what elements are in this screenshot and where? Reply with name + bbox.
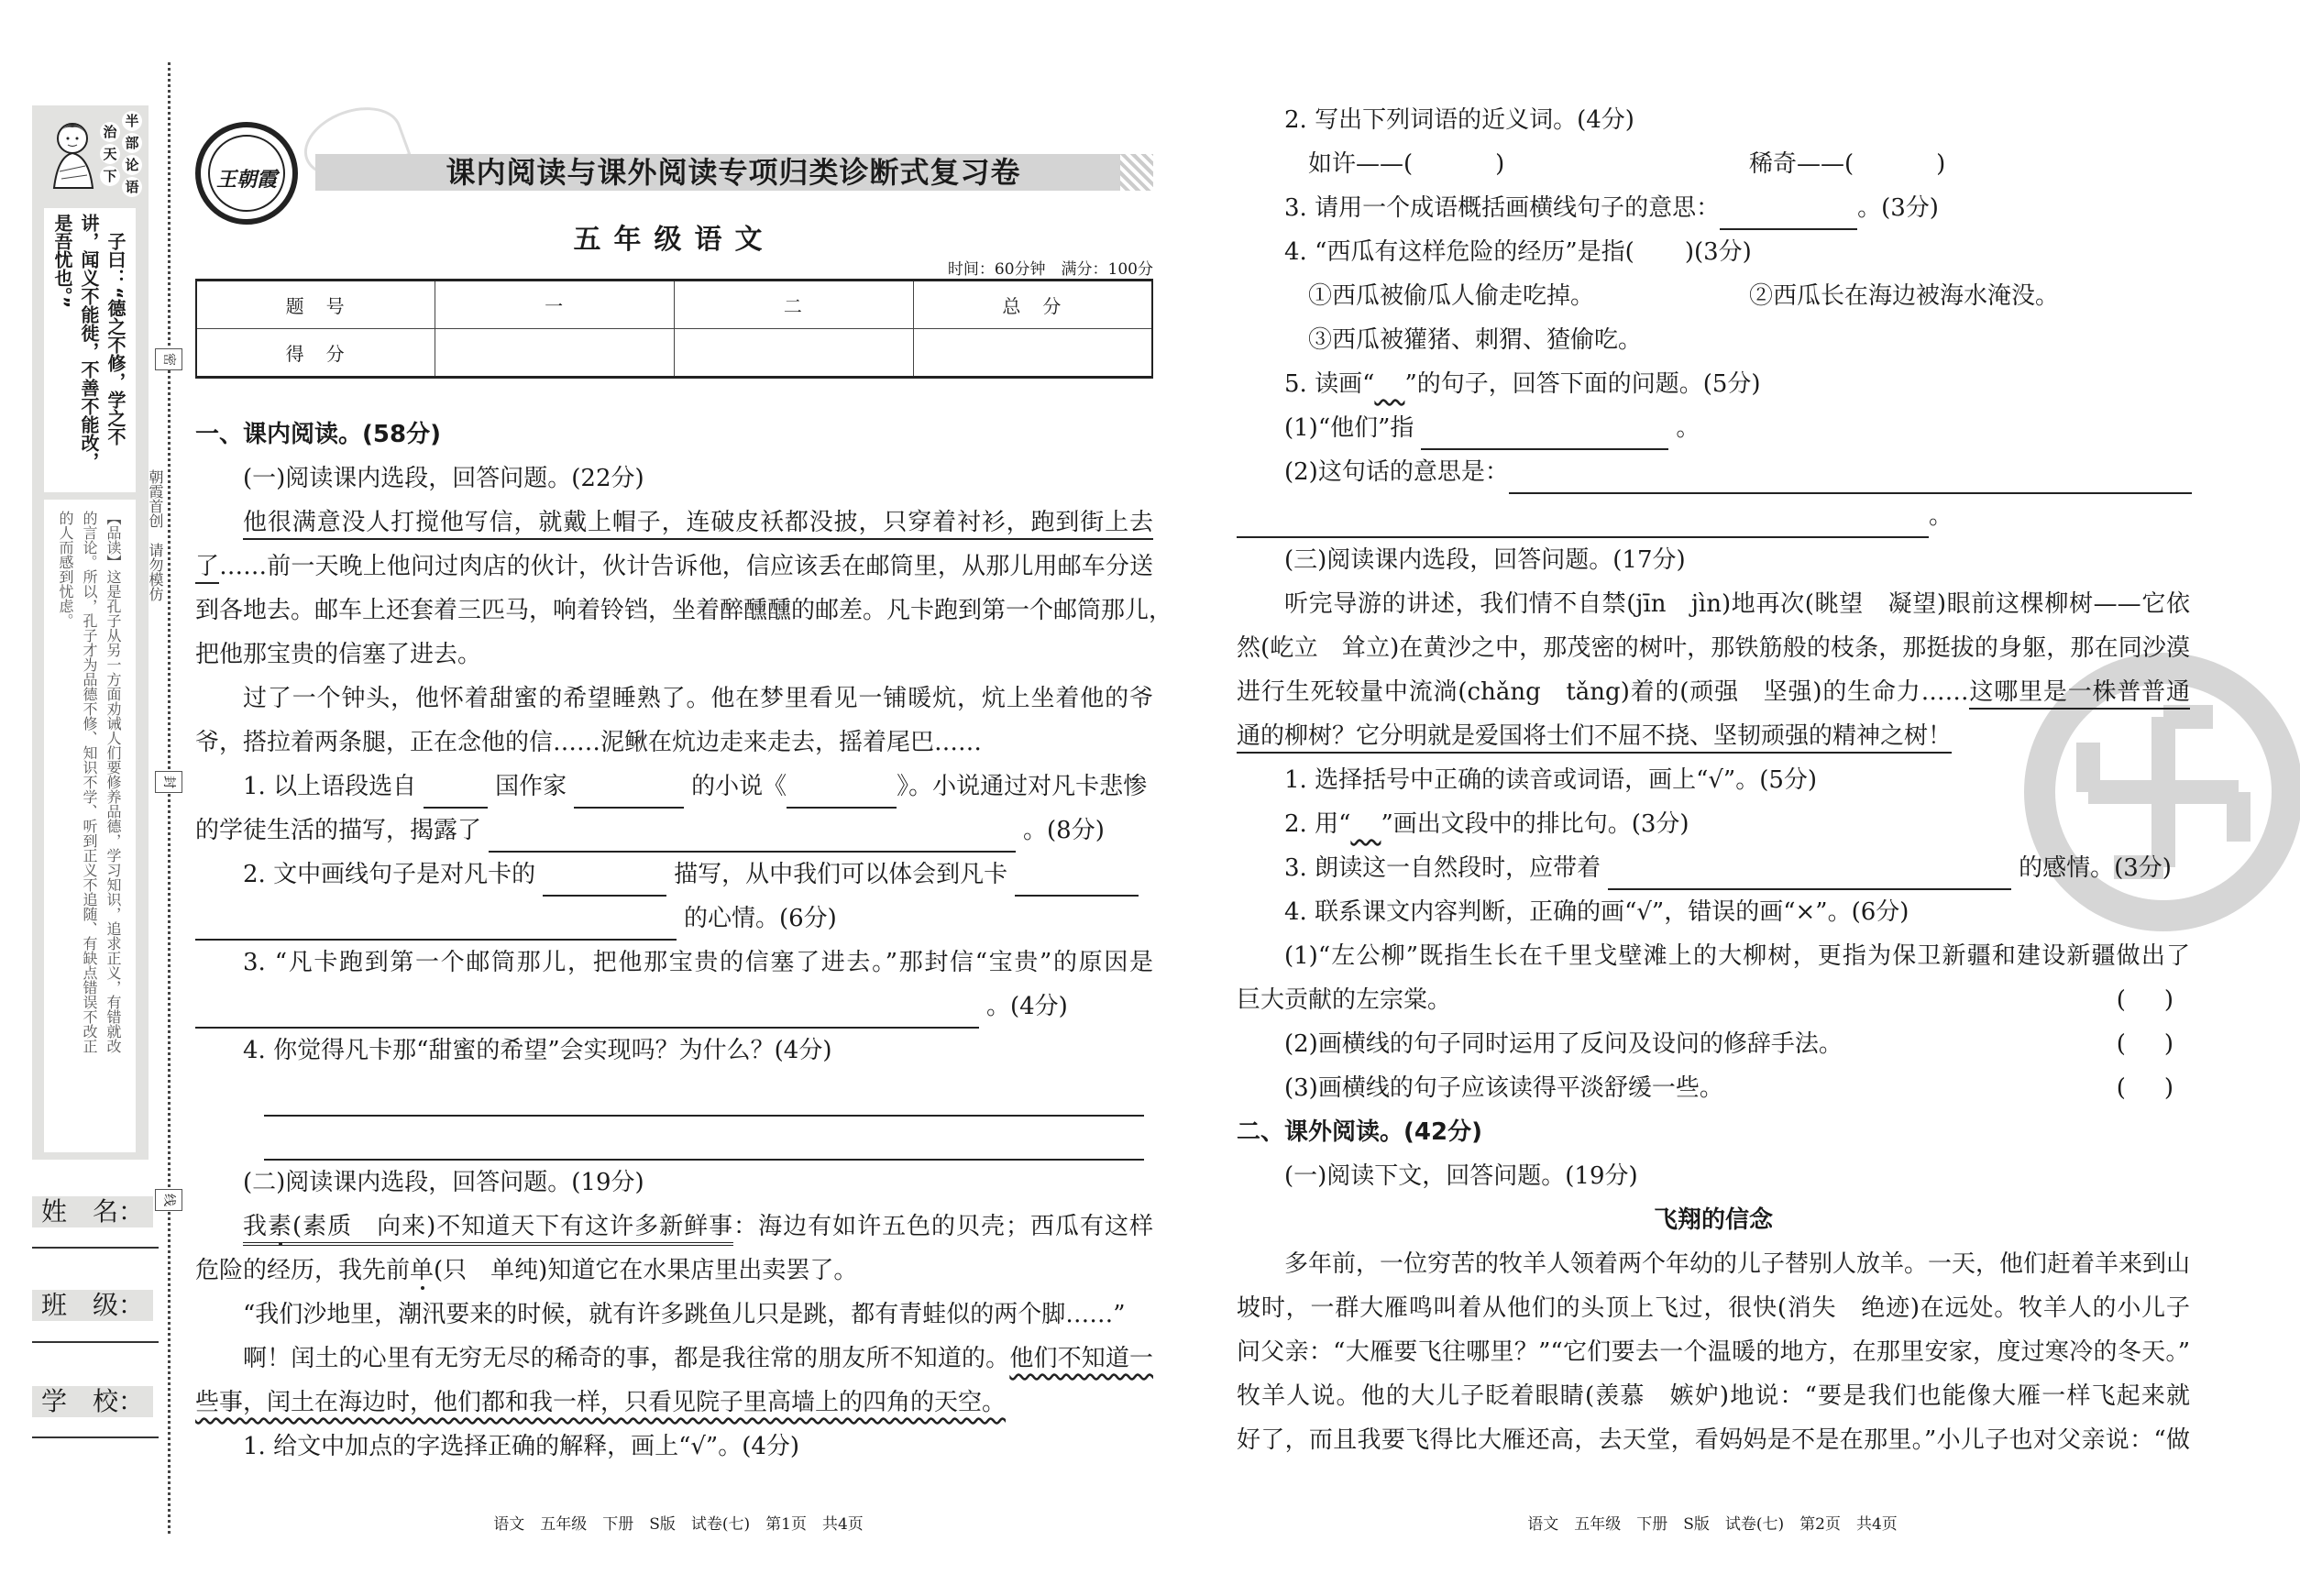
- answer-blank[interactable]: [1237, 509, 1929, 538]
- question-2: [195, 853, 1153, 897]
- confucius-cartoon-icon: [39, 111, 104, 193]
- passage-heading: (二)阅读课内选段，回答问题。(19分): [243, 1169, 644, 1196]
- logo-text: 王朝霞: [215, 168, 277, 192]
- passage-text: (素质 向来)不知道天下有这许多新鲜事: [292, 1213, 734, 1240]
- passage-heading: (三)阅读课内选段，回答问题。(17分): [1284, 546, 1686, 574]
- score-table-header: 题 号: [196, 281, 435, 329]
- time-score-info: 时间：60分钟 满分：100分: [947, 260, 1153, 279]
- question-3: [1237, 186, 2190, 230]
- answer-blank[interactable]: [1509, 465, 2192, 494]
- story-title: 飞翔的信念: [1653, 1206, 1773, 1234]
- answer-blank[interactable]: [543, 867, 666, 897]
- paren-close: ): [1495, 150, 1505, 178]
- motto-badges: [98, 111, 146, 198]
- options-row: [1237, 274, 2190, 318]
- question-1: 1. 选择括号中正确的读音或词语，画上“√”。(5分): [1284, 766, 1818, 794]
- passage-text: 啊！闰土的心里有无穷无尽的稀奇的事，都是我往常的朋友所不知道的。: [243, 1345, 1010, 1372]
- score-table-header: 总 分: [913, 281, 1152, 329]
- answer-blank[interactable]: [264, 1087, 1144, 1117]
- judgement-1-cont: [1237, 978, 2190, 1022]
- passage-line: [195, 1205, 1153, 1249]
- score-table-header: 一: [435, 281, 675, 329]
- underlined-sentence: 他很满意没人打搅他写信，就戴上帽子，连破皮袄都没披，只穿着衬衫，跑到街上去: [243, 509, 1153, 540]
- judgement-1: (1)“左公柳”既指生长在千里戈壁滩上的大柳树，更指为保卫新疆和建设新疆做出了: [1284, 942, 2190, 970]
- question-text: 3. 请用一个成语概括画横线句子的意思：: [1284, 194, 1721, 222]
- question-text: ”的句子，回答下面的问题。(5分): [1404, 370, 1761, 398]
- dotted-char: 素: [268, 1213, 292, 1240]
- question-text: ”画出文段中的排比句。(3分): [1381, 810, 1689, 838]
- synonym-word: 如许——(: [1308, 150, 1414, 178]
- question-text: 的学徒生活的描写，揭露了: [195, 817, 482, 844]
- underlined-sentence: [243, 1213, 733, 1246]
- question-text: 2. 文中画线句子是对凡卡的: [243, 861, 536, 888]
- commentary-box: [44, 500, 136, 1152]
- question-3: 3. “凡卡跑到第一个邮筒那儿，把他那宝贵的信塞了进去。”那封信“宝贵”的原因是: [243, 949, 1153, 976]
- school-label: [32, 1386, 159, 1417]
- question-1: 1. 给文中加点的字选择正确的解释，画上“√”。(4分): [243, 1433, 800, 1460]
- answer-line[interactable]: [195, 1117, 1153, 1161]
- passage-line: 听完导游的讲述，我们情不自禁(jīn jìn)地再次(眺望 凝望)眼前这棵柳树——它依: [1284, 590, 2190, 618]
- badge-char: 治: [100, 122, 120, 142]
- wavy-underlined-sentence: 他们不知道一: [1009, 1345, 1153, 1372]
- score-table-header: 二: [675, 281, 914, 329]
- commentary-text: [53, 511, 125, 1143]
- answer-blank[interactable]: [1608, 861, 2011, 890]
- question-1-cont: [195, 809, 1153, 853]
- question-text: 3. 朗读这一自然段时，应带着: [1284, 854, 1601, 882]
- question-2: [1237, 802, 2190, 846]
- question-3-cont: [195, 985, 1153, 1029]
- badge-char: 半: [122, 111, 142, 131]
- judgement-3: [1237, 1066, 2190, 1110]
- question-2: 2. 写出下列词语的近义词。(4分): [1284, 106, 1634, 134]
- quote-column: 是吾忧也。”: [51, 214, 73, 309]
- score-table-header-row: [196, 281, 1152, 329]
- passage-line: [1237, 670, 2190, 714]
- passage-line: 然(屹立 耸立)在黄沙之中，那茂密的树叶，那铁筋般的枝条，那挺拔的身躯，那在同沙漠: [1237, 634, 2190, 662]
- publisher-logo: [195, 122, 298, 225]
- passage-line: 到各地去。邮车上还套着三匹马，响着铃铛，坐着醉醺醺的邮差。凡卡跑到第一个邮筒那儿，: [195, 597, 1173, 624]
- question-5-2: [1237, 450, 2190, 494]
- passage-text: ：海边有如许五色的贝壳；西瓜有这样: [733, 1213, 1153, 1240]
- score-cell[interactable]: [675, 329, 914, 378]
- story-line: 多年前，一位穷苦的牧羊人领着两个年幼的儿子替别人放羊。一天，他们赶着羊来到山: [1284, 1250, 2191, 1278]
- passage-heading: (一)阅读下文，回答问题。(19分): [1284, 1162, 1638, 1190]
- synonym-row: [1237, 142, 2190, 186]
- question-text: 2. 用“: [1284, 810, 1351, 838]
- binding-line: [168, 62, 171, 1534]
- quote-column: 子曰：“德之不修，学之不: [105, 232, 127, 446]
- copyright-note: 朝霞首创 请勿模仿: [147, 469, 164, 601]
- question-text: 1. 以上语段选自: [243, 773, 417, 800]
- underlined-sentence: 通的柳树？它分明就是爱国将士们不屈不挠、坚韧顽强的精神之树！: [1237, 722, 1952, 754]
- passage-line: [195, 1249, 1153, 1293]
- quote-column: 讲，闻义不能徙，不善不能改，: [78, 214, 100, 470]
- quote-box: [44, 208, 136, 492]
- question-text: (1)“他们”指: [1284, 414, 1414, 442]
- underlined-sentence: 这哪里是一株普普通: [1969, 678, 2190, 710]
- commentary-column: 的人而感到忧虑。: [57, 511, 74, 628]
- question-text: 的心情。(6分): [684, 905, 837, 932]
- question-text: 。: [1929, 502, 1953, 530]
- commentary-column: 【品读】这是孔子从另一方面劝诫人们要修养品德，学习知识，追求正义，有错就改: [105, 511, 122, 1053]
- story-line: 好了，而且我要飞得比大雁还高，去天堂，看妈妈是不是在那里。”小儿子也对父亲说：“做: [1237, 1426, 2190, 1454]
- binding-mark: 线: [155, 1189, 182, 1211]
- question-text: 的感情。(3分): [2019, 854, 2172, 882]
- badge-char: 下: [100, 166, 120, 186]
- question-text: 》。小说通过对凡卡悲惨: [897, 773, 1148, 800]
- name-label: [32, 1196, 159, 1227]
- question-text: 的小说《: [691, 773, 787, 800]
- question-text: (3)画横线的句子应该读得平淡舒缓一些。: [1284, 1074, 1723, 1102]
- passage-line: 过了一个钟头，他怀着甜蜜的希望睡熟了。他在梦里看见一铺暖炕，炕上坐着他的爷: [243, 685, 1153, 712]
- passage-text: 危险的经历，我先前: [195, 1257, 411, 1284]
- paren-close: ): [1936, 150, 1946, 178]
- right-page-content: [1237, 98, 2190, 1462]
- class-label: [32, 1290, 159, 1321]
- passage-line: [195, 1337, 1153, 1381]
- question-2-cont: [195, 897, 1153, 941]
- exam-title: 课内阅读与课外阅读专项归类诊断式复习卷: [446, 155, 1021, 190]
- answer-line[interactable]: [195, 1073, 1153, 1117]
- question-text: 。: [1676, 414, 1700, 442]
- passage-line: [1237, 714, 2190, 758]
- question-text: 4. “西瓜有这样危险的经历”是指(: [1284, 238, 1634, 266]
- answer-blank[interactable]: [424, 779, 488, 809]
- story-line: 问父亲：“大雁要飞往哪里？”“它们要去一个温暖的地方，在那里安家，度过寒冷的冬天。”: [1237, 1338, 2190, 1366]
- passage-line: [195, 545, 1153, 589]
- answer-paren[interactable]: ( ): [2116, 1030, 2181, 1058]
- answer-blank[interactable]: [264, 1131, 1144, 1161]
- option-2: ②西瓜长在海边被海水淹没。: [1749, 282, 2060, 310]
- story-line: 牧羊人说。他的大儿子眨着眼睛(羡慕 嫉妒)地说：“要是我们也能像大雁一样飞起来就: [1237, 1382, 2190, 1410]
- underlined-sentence: 了: [195, 553, 219, 584]
- judgement-2: [1237, 1022, 2190, 1066]
- question-text: 。(8分): [1023, 817, 1105, 844]
- passage-line: 把他那宝贵的信塞了进去。: [195, 641, 482, 668]
- question-text: 5. 读画“: [1284, 370, 1375, 398]
- score-cell[interactable]: [435, 329, 675, 378]
- score-table-row: [196, 329, 1152, 378]
- passage-line: [195, 501, 1153, 545]
- school-field[interactable]: [32, 1436, 159, 1438]
- passage-line: “我们沙地里，潮汛要来的时候，就有许多跳鱼儿只是跳，都有青蛙似的两个脚……”: [243, 1301, 1126, 1328]
- question-4: 4. 联系课文内容判断，正确的画“√”，错误的画“×”。(6分): [1284, 898, 1909, 926]
- binding-mark: 密: [155, 348, 182, 370]
- name-label-text: 姓 名：: [32, 1196, 153, 1227]
- score-cell[interactable]: [913, 329, 1152, 378]
- answer-blank[interactable]: [1421, 421, 1668, 450]
- name-field[interactable]: [32, 1247, 159, 1249]
- question-1: [195, 765, 1153, 809]
- badge-char: 天: [100, 144, 120, 164]
- answer-blank[interactable]: [195, 911, 677, 941]
- question-5-2-cont: [1237, 494, 2190, 538]
- answer-blank[interactable]: [1720, 201, 1857, 230]
- option-3: ③西瓜被獾猪、刺猬、猹偷吃。: [1308, 326, 1643, 354]
- question-text: (2)这句话的意思是：: [1284, 458, 1509, 486]
- option-1: ①西瓜被偷瓜人偷走吃掉。: [1308, 282, 1595, 310]
- question-4: [1237, 230, 2190, 274]
- question-4: 4. 你觉得凡卡那“甜蜜的希望”会实现吗？为什么？(4分): [243, 1037, 832, 1064]
- school-label-text: 学 校：: [32, 1386, 153, 1417]
- binding-mark: 封: [155, 771, 182, 793]
- dotted-char: 单: [410, 1257, 435, 1284]
- passage-text: 进行生死较量中流淌(chǎng tǎng)着的(顽强 坚强)的生命力……: [1237, 678, 1969, 706]
- synonym-word: 稀奇——(: [1749, 150, 1854, 178]
- question-text: (2)画横线的句子同时运用了反问及设问的修辞手法。: [1284, 1030, 1843, 1058]
- page-footer: 语文 五年级 下册 S版 试卷(七) 第1页 共4页: [493, 1515, 864, 1534]
- answer-blank[interactable]: [787, 779, 897, 809]
- class-label-text: 班 级：: [32, 1290, 153, 1321]
- question-text: 国作家: [495, 773, 567, 800]
- answer-blank[interactable]: [195, 999, 979, 1029]
- page-footer: 语文 五年级 下册 S版 试卷(七) 第2页 共4页: [1527, 1515, 1898, 1534]
- question-5: [1237, 362, 2190, 406]
- question-text: 。(3分): [1857, 194, 1939, 222]
- question-text: 巨大贡献的左宗棠。: [1237, 986, 1452, 1014]
- passage-line: 爷，搭拉着两条腿，正在念他的信……泥鳅在炕边走来走去，摇着尾巴……: [195, 729, 983, 756]
- badge-char: 论: [122, 155, 142, 175]
- question-text: 。(4分): [986, 993, 1068, 1020]
- badge-char: 语: [122, 177, 142, 197]
- quote-text: [49, 214, 128, 487]
- exam-subject: 五年级语文: [573, 224, 776, 256]
- question-text: )(3分): [1684, 238, 1752, 266]
- answer-blank[interactable]: [574, 779, 684, 809]
- badge-char: 部: [122, 133, 142, 153]
- section-heading: 一、课内阅读。(58分): [195, 421, 441, 448]
- passage-text: ……前一天晚上他问过肉店的伙计，伙计告诉他，信应该丢在邮筒里，从那儿用邮车分送: [219, 553, 1153, 580]
- story-line: 坡时，一群大雁鸣叫着从他们的头顶上飞过，很快(消失 绝迹)在远处。牧羊人的小儿子: [1237, 1294, 2190, 1322]
- answer-blank[interactable]: [489, 823, 1016, 853]
- answer-paren[interactable]: ( ): [2116, 1074, 2181, 1102]
- passage-text: 我: [243, 1213, 268, 1240]
- passage-heading: (一)阅读课内选段，回答问题。(22分): [243, 465, 644, 492]
- left-page-content: [195, 413, 1173, 1469]
- wavy-line-icon: [1350, 810, 1381, 838]
- wavy-line-icon: [1374, 370, 1404, 398]
- question-5-1: [1237, 406, 2190, 450]
- question-3: [1237, 846, 2190, 890]
- passage-line: [195, 1381, 1153, 1425]
- answer-paren[interactable]: ( ): [2116, 986, 2181, 1014]
- class-field[interactable]: [32, 1341, 159, 1343]
- section-heading: 二、课外阅读。(42分): [1237, 1118, 1482, 1146]
- score-row-label: 得 分: [196, 329, 435, 378]
- wavy-underlined-sentence: 些事，闰土在海边时，他们都和我一样，只看见院子里高墙上的四角的天空。: [195, 1389, 1007, 1416]
- sidebar-panel: [32, 105, 149, 1160]
- question-text: 描写，从中我们可以体会到凡卡: [674, 861, 1008, 888]
- answer-blank[interactable]: [1015, 867, 1139, 897]
- passage-text: (只 单纯)知道它在水果店里出卖罢了。: [434, 1257, 858, 1284]
- commentary-column: 的言论。所以，孔子才为品德不修、知识不学、听到正义不追随、有缺点错误不改正: [81, 511, 98, 1053]
- score-table: [195, 279, 1153, 379]
